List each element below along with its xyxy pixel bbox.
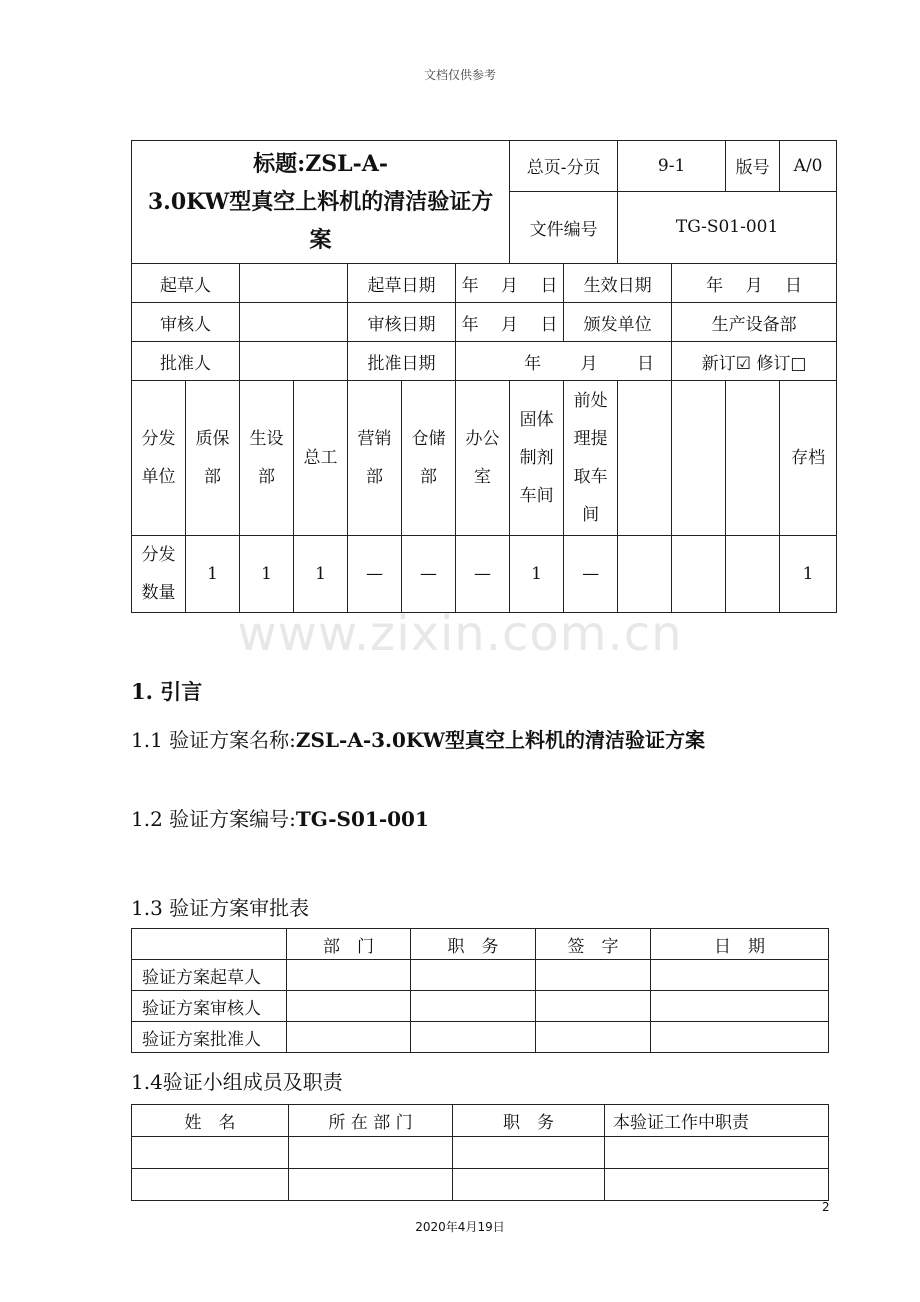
team-cell bbox=[289, 1169, 453, 1201]
count-cell: 1 bbox=[186, 536, 240, 613]
approval-cell bbox=[287, 1022, 411, 1053]
team-cell bbox=[289, 1137, 453, 1169]
team-header-position: 职 务 bbox=[453, 1105, 605, 1137]
unit-cell bbox=[672, 381, 726, 536]
effective-date-label: 生效日期 bbox=[564, 264, 672, 303]
distribution-counts-row bbox=[132, 536, 837, 613]
review-date-value: 年 月 日 bbox=[456, 303, 564, 342]
approval-cell bbox=[536, 960, 651, 991]
approval-header-blank bbox=[132, 929, 287, 960]
approval-cell bbox=[411, 991, 536, 1022]
count-cell: 1 bbox=[240, 536, 294, 613]
version-label: 版号 bbox=[726, 141, 780, 192]
reviewer-label: 审核人 bbox=[132, 303, 240, 342]
approver-label: 批准人 bbox=[132, 342, 240, 381]
effective-date-value: 年 月 日 bbox=[672, 264, 837, 303]
distribution-units-label: 分发 单位 bbox=[132, 381, 186, 536]
approve-date-value: 年 月 日 bbox=[456, 342, 672, 381]
approval-header-position: 职 务 bbox=[411, 929, 536, 960]
table-row bbox=[132, 1022, 829, 1053]
approval-header-signature: 签 字 bbox=[536, 929, 651, 960]
count-cell bbox=[672, 536, 726, 613]
table-row bbox=[132, 1137, 829, 1169]
count-cell: — bbox=[564, 536, 618, 613]
count-cell: 1 bbox=[294, 536, 348, 613]
approval-cell bbox=[411, 960, 536, 991]
team-cell bbox=[132, 1169, 289, 1201]
count-cell: — bbox=[456, 536, 510, 613]
reviewer-value bbox=[240, 303, 348, 342]
approval-cell bbox=[536, 991, 651, 1022]
doc-no-value: TG-S01-001 bbox=[618, 191, 837, 263]
count-cell bbox=[618, 536, 672, 613]
unit-cell: 存档 bbox=[780, 381, 837, 536]
approve-date-label: 批准日期 bbox=[348, 342, 456, 381]
count-cell: 1 bbox=[780, 536, 837, 613]
approval-cell bbox=[287, 991, 411, 1022]
approval-row-label: 验证方案批准人 bbox=[132, 1022, 287, 1053]
section-heading-introduction: 1. 引言 bbox=[131, 679, 203, 704]
approval-cell bbox=[287, 960, 411, 991]
count-cell: — bbox=[348, 536, 402, 613]
unit-cell: 前处 理提 取车 间 bbox=[564, 381, 618, 536]
unit-cell: 总工 bbox=[294, 381, 348, 536]
issuer-label: 颁发单位 bbox=[564, 303, 672, 342]
section-1-2: 1.2 验证方案编号:TG-S01-001 bbox=[131, 807, 429, 831]
approval-header-dept: 部 门 bbox=[287, 929, 411, 960]
team-cell bbox=[453, 1169, 605, 1201]
table-row bbox=[132, 1169, 829, 1201]
draft-date-label: 起草日期 bbox=[348, 264, 456, 303]
table-row bbox=[132, 991, 829, 1022]
section-1-1: 1.1 验证方案名称:ZSL-A-3.0KW型真空上料机的清洁验证方案 bbox=[131, 728, 706, 752]
approval-row-label: 验证方案起草人 bbox=[132, 960, 287, 991]
site-watermark: www.zixin.com.cn bbox=[237, 606, 683, 662]
distribution-count-label: 分发 数量 bbox=[132, 536, 186, 613]
unit-cell: 营销 部 bbox=[348, 381, 402, 536]
draft-date-value: 年 月 日 bbox=[456, 264, 564, 303]
approver-value bbox=[240, 342, 348, 381]
approval-cell bbox=[651, 1022, 829, 1053]
unit-cell bbox=[618, 381, 672, 536]
unit-cell: 质保 部 bbox=[186, 381, 240, 536]
approval-cell bbox=[411, 1022, 536, 1053]
count-cell: 1 bbox=[510, 536, 564, 613]
distribution-units-row bbox=[132, 381, 837, 536]
count-cell bbox=[726, 536, 780, 613]
section-1-4: 1.4验证小组成员及职责 bbox=[131, 1070, 343, 1094]
drafter-label: 起草人 bbox=[132, 264, 240, 303]
review-date-label: 审核日期 bbox=[348, 303, 456, 342]
team-cell bbox=[605, 1137, 829, 1169]
unit-cell: 办公 室 bbox=[456, 381, 510, 536]
doc-no-label: 文件编号 bbox=[510, 191, 618, 263]
unit-cell bbox=[726, 381, 780, 536]
team-header-dept: 所 在 部 门 bbox=[289, 1105, 453, 1137]
section-1-3: 1.3 验证方案审批表 bbox=[131, 896, 310, 920]
unit-cell: 仓储 部 bbox=[402, 381, 456, 536]
footer-date: 2020年4月19日 bbox=[415, 1220, 505, 1234]
approval-row-label: 验证方案审核人 bbox=[132, 991, 287, 1022]
page-number: 2 bbox=[822, 1200, 830, 1214]
total-page-label: 总页-分页 bbox=[510, 141, 618, 192]
team-header-duty: 本验证工作中职责 bbox=[605, 1105, 829, 1137]
header-note: 文档仅供参考 bbox=[423, 68, 496, 82]
approval-table bbox=[131, 928, 829, 1053]
approval-cell bbox=[651, 991, 829, 1022]
total-page-value: 9-1 bbox=[618, 141, 726, 192]
drafter-value bbox=[240, 264, 348, 303]
approval-cell bbox=[536, 1022, 651, 1053]
team-header-name: 姓 名 bbox=[132, 1105, 289, 1137]
team-table bbox=[131, 1104, 829, 1201]
unit-cell: 生设 部 bbox=[240, 381, 294, 536]
document-title: 标题:ZSL-A- 3.0KW型真空上料机的清洁验证方 案 bbox=[132, 141, 510, 264]
count-cell: — bbox=[402, 536, 456, 613]
issuer-value: 生产设备部 bbox=[672, 303, 837, 342]
team-cell bbox=[605, 1169, 829, 1201]
version-value: A/0 bbox=[780, 141, 837, 192]
approval-header-date: 日 期 bbox=[651, 929, 829, 960]
approval-cell bbox=[651, 960, 829, 991]
team-cell bbox=[453, 1137, 605, 1169]
revision-status: 新订☑ 修订□ bbox=[672, 342, 837, 381]
table-row bbox=[132, 960, 829, 991]
team-cell bbox=[132, 1137, 289, 1169]
document-control-table bbox=[131, 140, 837, 613]
unit-cell: 固体 制剂 车间 bbox=[510, 381, 564, 536]
